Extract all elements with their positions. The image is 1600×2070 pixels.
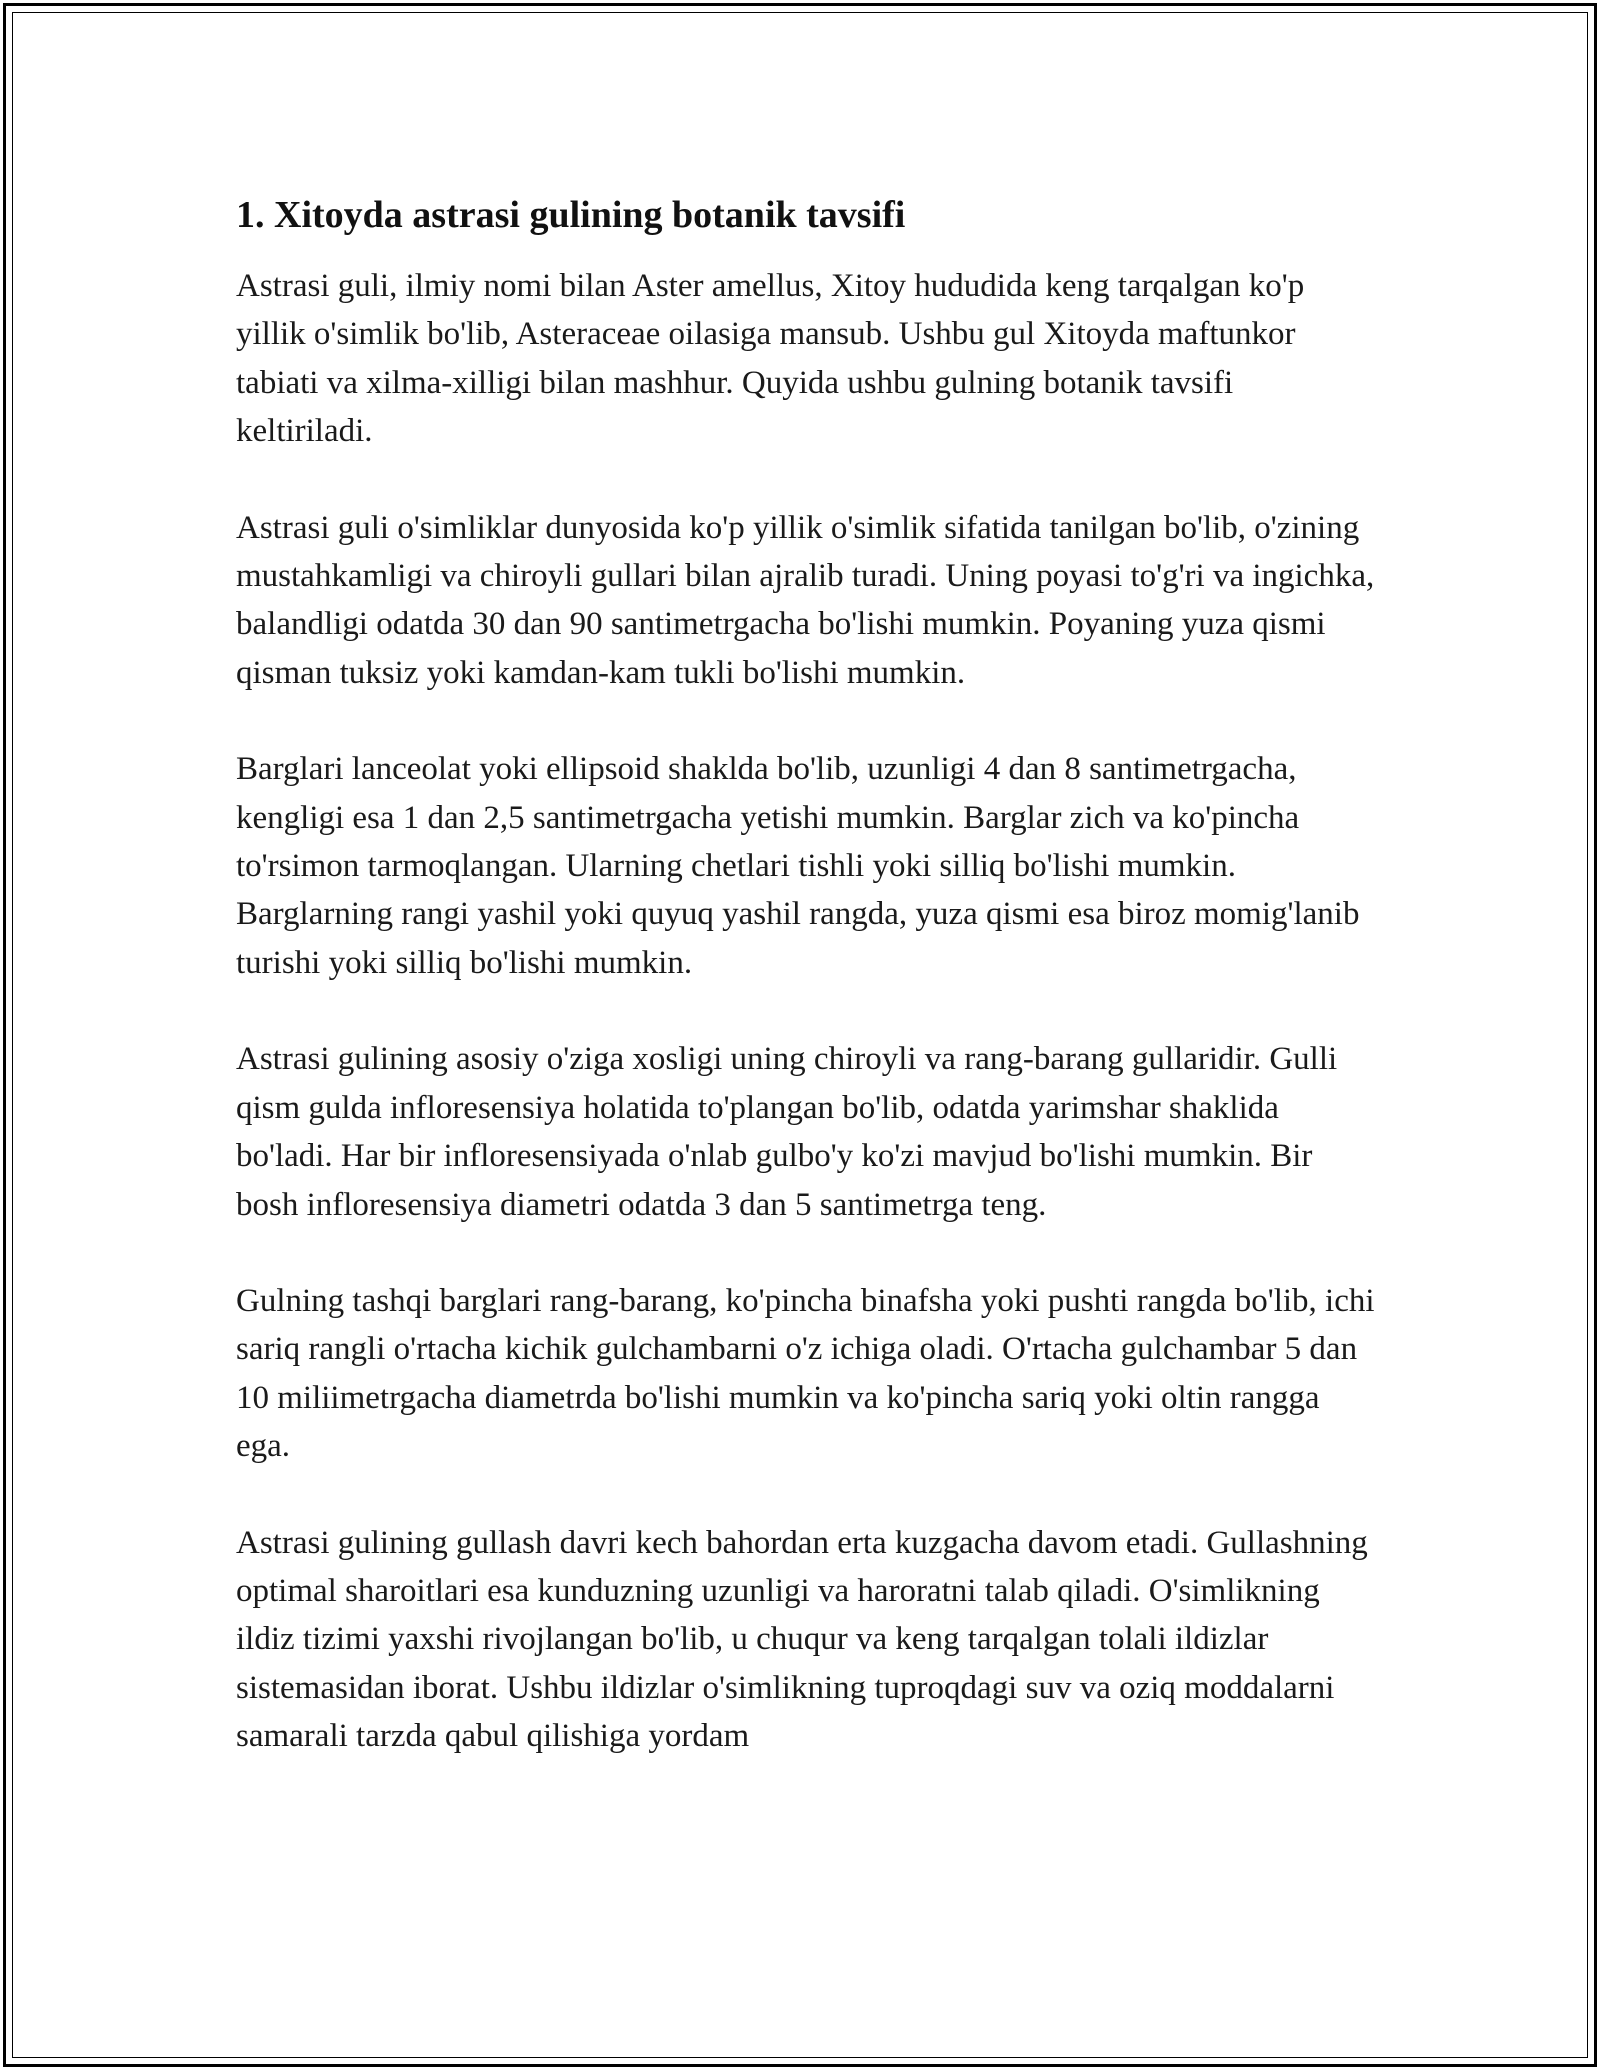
- paragraph-intro: Astrasi guli, ilmiy nomi bilan Aster amellus, Xitoy hududida keng tarqalgan ko'p yillik o'simlik bo'lib, Asteraceae oilasiga mansub. Ushbu gul Xitoyda maftunkor tabiati va xilma-xilligi bilan mashhur. Quyida ushbu gulning botanik tavsifi keltiriladi.: [236, 268, 1305, 450]
- section-heading: 1. Xitoyda astrasi gulining botanik tavsifi: [236, 194, 906, 236]
- paragraph-petals: Gulning tashqi barglari rang-barang, ko'pincha binafsha yoki pushti rangda bo'lib, ichi sariq rangli o'rtacha kichik gulchambarni o'z ichiga oladi. O'rtacha gulchambar 5 dan 10 miliimetrgacha diametrda bo'lishi mumkin va ko'pincha sariq yoki oltin rangga ega.: [236, 1282, 1375, 1465]
- paragraph-leaves: Barglari lanceolat yoki ellipsoid shakldа bo'lib, uzunligi 4 dan 8 santimetrgacha, kengligi esa 1 dan 2,5 santimetrgacha yetishi mumkin. Barglar zich va ko'pincha to'rsimon tarmoqlangan. Ularning chetlari tishli yoki silliq bo'lishi mumkin. Barglarning rangi yashil yoki quyuq yashil rangda, yuza qismi esa biroz momig'lanib turishi yoki silliq bo'lishi mumkin.: [236, 751, 1360, 981]
- paragraph-stem: Astrasi guli o'simliklar dunyosida ko'p yillik o'simlik sifatida tanilgan bo'lib, o'zining mustahkamligi va chiroyli gullari bilan ajralib turadi. Uning poyasi to'g'ri va ingichka, balandligi odatda 30 dan 90 santimetrgacha bo'lishi mumkin. Poyaning yuza qismi qisman tuksiz yoki kamdan-kam tukli bo'lishi mumkin.: [236, 509, 1375, 691]
- paragraph-inflorescence: Astrasi gulining asosiy o'ziga xosligi uning chiroyli va rang-barang gullaridir. Gulli qism gulda infloresensiya holatida to'plangan bo'lib, odatda yarimshar shaklida bo'ladi. Har bir infloresensiyada o'nlab gulbo'y ko'zi mavjud bo'lishi mumkin. Bir bosh infloresensiya diametri odatda 3 dan 5 santimetrga teng.: [236, 1041, 1338, 1223]
- paragraph-flowering-roots: Astrasi gulining gullash davri kech bahordan erta kuzgacha davom etadi. Gullashning optimal sharoitlari esa kunduzning uzunligi va haroratni talab qiladi. O'simlikning ildiz tizimi yaxshi rivojlangan bo'lib, u chuqur va keng tarqalgan tolali ildizlar sistemasidan iborat. Ushbu ildizlar o'simlikning tuproqdagi suv va oziq moddalarni samarali tarzda qabul qilishiga yordam: [236, 1524, 1368, 1755]
- document-body: [236, 188, 1376, 1809]
